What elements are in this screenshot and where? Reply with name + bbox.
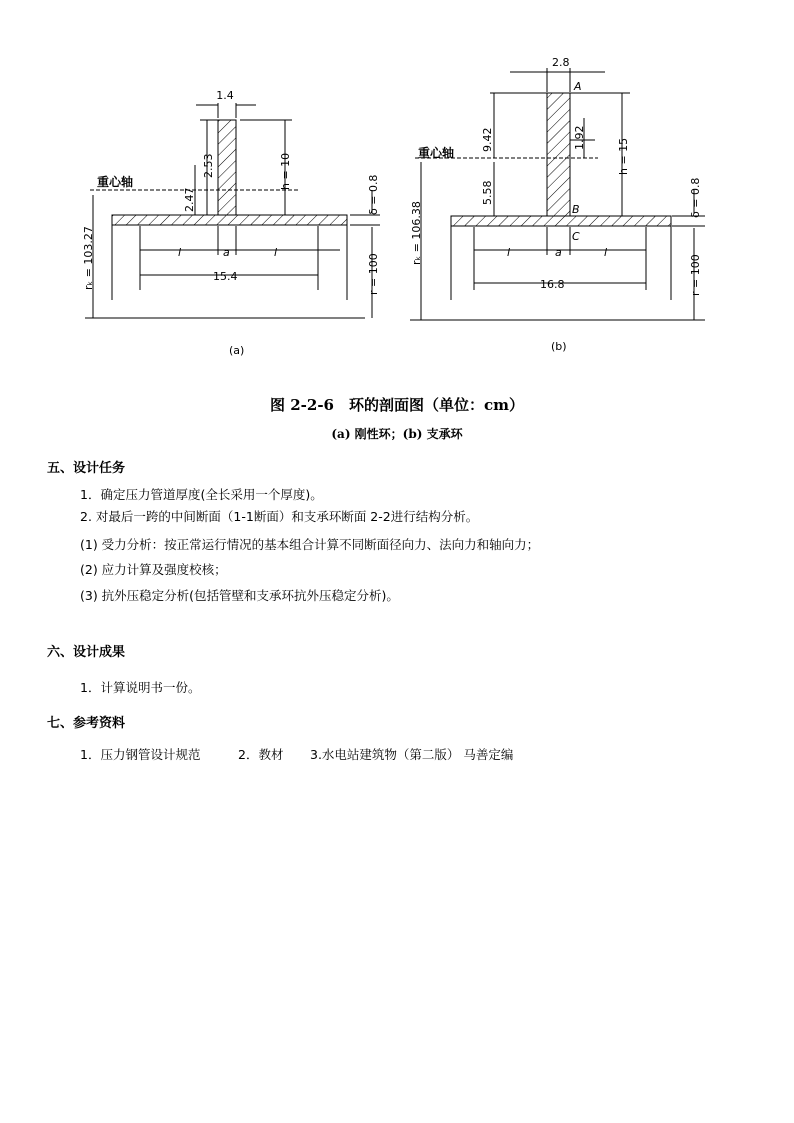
b-label-l1: l xyxy=(507,246,511,259)
section-five-item-3: (1) 受力分析：按正常运行情况的基本组合计算不同断面径向力、法向力和轴向力； xyxy=(80,537,540,552)
ring-web-b xyxy=(547,93,570,216)
b-dim-942: 9.42 xyxy=(481,127,494,152)
a-centroid-axis-label: 重心轴 xyxy=(97,175,134,189)
section-five-item-5: (3) 抗外压稳定分析(包括管壁和支承环抗外压稳定分析)。 xyxy=(80,588,399,603)
figure-ring-sections xyxy=(0,0,794,370)
a-sub-label: (a) xyxy=(229,344,245,357)
b-point-A: A xyxy=(574,80,582,93)
b-dim-rk: rₖ = 106.38 xyxy=(410,201,423,265)
a-dim-total: 15.4 xyxy=(213,270,238,283)
section-five-heading: 五、设计任务 xyxy=(47,461,126,476)
section-five-item-4: (2) 应力计算及强度校核； xyxy=(80,562,227,577)
reference-3: 3.水电站建筑物（第二版） 马善定编 xyxy=(310,747,514,762)
a-label-a: a xyxy=(223,246,230,259)
figure-svg xyxy=(0,0,794,370)
section-five-item-1: 1．确定压力管道厚度(全长采用一个厚度)。 xyxy=(80,487,323,502)
section-five-item-2: 2. 对最后一跨的中间断面（1-1断面）和支承环断面 2-2进行结构分析。 xyxy=(80,509,479,524)
b-centroid-axis-label: 重心轴 xyxy=(418,146,455,160)
a-dim-width: 1.4 xyxy=(216,89,234,102)
shell-plate-b xyxy=(451,216,671,226)
b-dim-558: 5.58 xyxy=(481,180,494,205)
a-label-l1: l xyxy=(178,246,182,259)
figure-caption: 图 2-2-6 环的剖面图（单位：cm） xyxy=(270,396,524,414)
figure-subcaption: (a) 刚性环；(b) 支承环 xyxy=(331,427,463,441)
b-dim-h: h = 15 xyxy=(617,137,630,175)
ring-web-a xyxy=(218,120,236,215)
a-dim-h: h = 10 xyxy=(279,152,292,190)
b-dim-delta: δ = 0.8 xyxy=(689,177,702,218)
reference-1: 1．压力钢管设计规范 xyxy=(80,747,201,762)
a-label-l2: l xyxy=(274,246,278,259)
section-six-heading: 六、设计成果 xyxy=(47,645,126,660)
reference-2: 2．教材 xyxy=(238,747,284,762)
b-label-l2: l xyxy=(604,246,608,259)
b-dim-r: r = 100 xyxy=(689,254,702,296)
b-point-B: B xyxy=(572,203,580,216)
shell-plate-a xyxy=(112,215,347,225)
a-dim-247: 2.47 xyxy=(183,187,196,212)
b-point-C: C xyxy=(572,230,580,243)
a-dim-253: 2.53 xyxy=(202,153,215,178)
b-dim-192: 1.92 xyxy=(573,125,586,150)
a-dim-r: r = 100 xyxy=(367,253,380,295)
a-dim-delta: δ = 0.8 xyxy=(367,174,380,215)
b-dim-width: 2.8 xyxy=(552,56,570,69)
section-six-item-1: 1．计算说明书一份。 xyxy=(80,680,201,695)
section-a-drawing xyxy=(85,103,380,318)
section-seven-heading: 七、参考资料 xyxy=(47,716,126,731)
a-dim-rk: rₖ = 103.27 xyxy=(82,226,95,290)
b-label-a: a xyxy=(555,246,562,259)
b-dim-total: 16.8 xyxy=(540,278,565,291)
b-sub-label: (b) xyxy=(551,340,567,353)
